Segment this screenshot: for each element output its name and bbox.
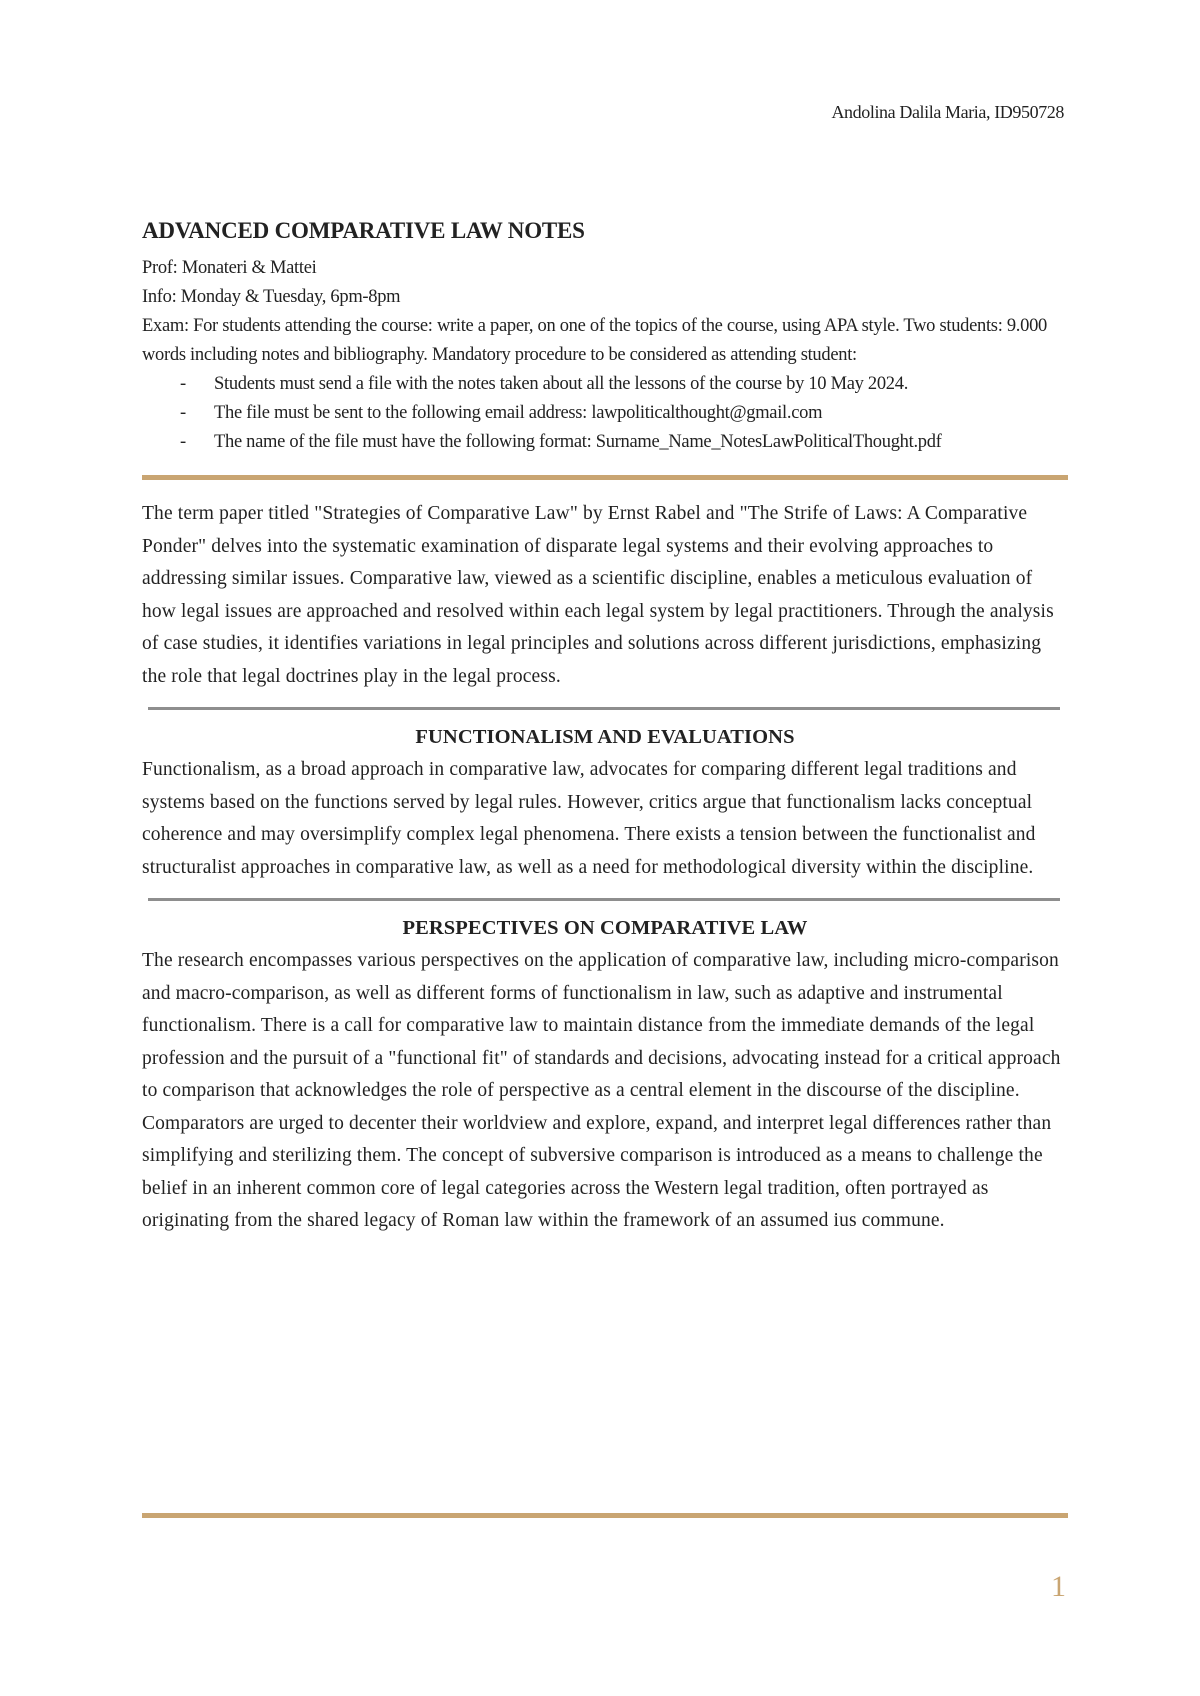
exam-description: Exam: For students attending the course: write a paper, on one of the topics of the course, using APA style. Two students: 9.000 words including notes and bibliography. Mandatory procedure to be considered as attending student: [142,316,1047,365]
gold-divider-top [142,475,1068,480]
author-id: Andolina Dalila Maria, ID950728 [831,102,1064,122]
section-heading-functionalism: FUNCTIONALISM AND EVALUATIONS [415,726,795,748]
section-paragraph-functionalism: Functionalism, as a broad approach in comparative law, advocates for comparing different legal traditions and systems based on the functions served by legal rules. However, critics argue that functionalism lacks conceptual coherence and may oversimplify complex legal phenomena. There exists a tension between the functionalist and structuralist approaches in comparative law, as well as a need for methodological diversity within the discipline. [142,759,1036,878]
page-number: 1 [1051,1570,1066,1603]
section-paragraph-perspectives: The research encompasses various perspectives on the application of comparative law, including micro-comparison and macro-comparison, as well as different forms of functionalism in law, such as adaptive and instrumental functionalism. There is a call for comparative law to maintain distance from the immediate demands of the legal profession and the pursuit of a "functional fit" of standards and decisions, advocating instead for a critical approach to comparison that acknowledges the role of perspective as a central element in the discourse of the discipline. Comparators are urged to decenter their worldview and explore, expand, and interpret legal differences rather than simplifying and sterilizing them. The concept of subversive comparison is introduced as a means to challenge the belief in an inherent common core of legal categories across the Western legal tradition, often portrayed as originating from the shared legacy of Roman law within the framework of an assumed ius commune. [142,950,1061,1231]
requirements-list [142,370,1068,457]
list-item [142,428,1068,457]
gray-divider [148,707,1060,710]
document-title: ADVANCED COMPARATIVE LAW NOTES [142,218,585,243]
list-item [142,370,1068,399]
bullet-marker: - [180,403,186,423]
requirement-text: The name of the file must have the following format: Surname_Name_NotesLawPoliticalThought.pdf [214,432,942,452]
document-body [142,218,1068,1238]
intro-paragraph: The term paper titled "Strategies of Comparative Law" by Ernst Rabel and "The Strife of Laws: A Comparative Ponder" delves into the systematic examination of disparate legal systems and their evolving approaches to addressing similar issues. Comparative law, viewed as a scientific discipline, enables a meticulous evaluation of how legal issues are approached and resolved within each legal system by legal practitioners. Through the analysis of case studies, it identifies variations in legal principles and solutions across different jurisdictions, emphasizing the role that legal doctrines play in the legal process. [142,503,1054,687]
list-item [142,399,1068,428]
gold-divider-bottom [142,1513,1068,1518]
gray-divider [148,898,1060,901]
professors-line: Prof: Monateri & Mattei [142,258,317,278]
schedule-line: Info: Monday & Tuesday, 6pm-8pm [142,287,401,307]
section-heading-perspectives: PERSPECTIVES ON COMPARATIVE LAW [402,917,808,939]
bullet-marker: - [180,374,186,394]
requirement-text: Students must send a file with the notes taken about all the lessons of the course by 10 May 2024. [214,374,909,394]
bullet-marker: - [180,432,186,452]
requirement-text: The file must be sent to the following email address: lawpoliticalthought@gmail.com [214,403,823,423]
